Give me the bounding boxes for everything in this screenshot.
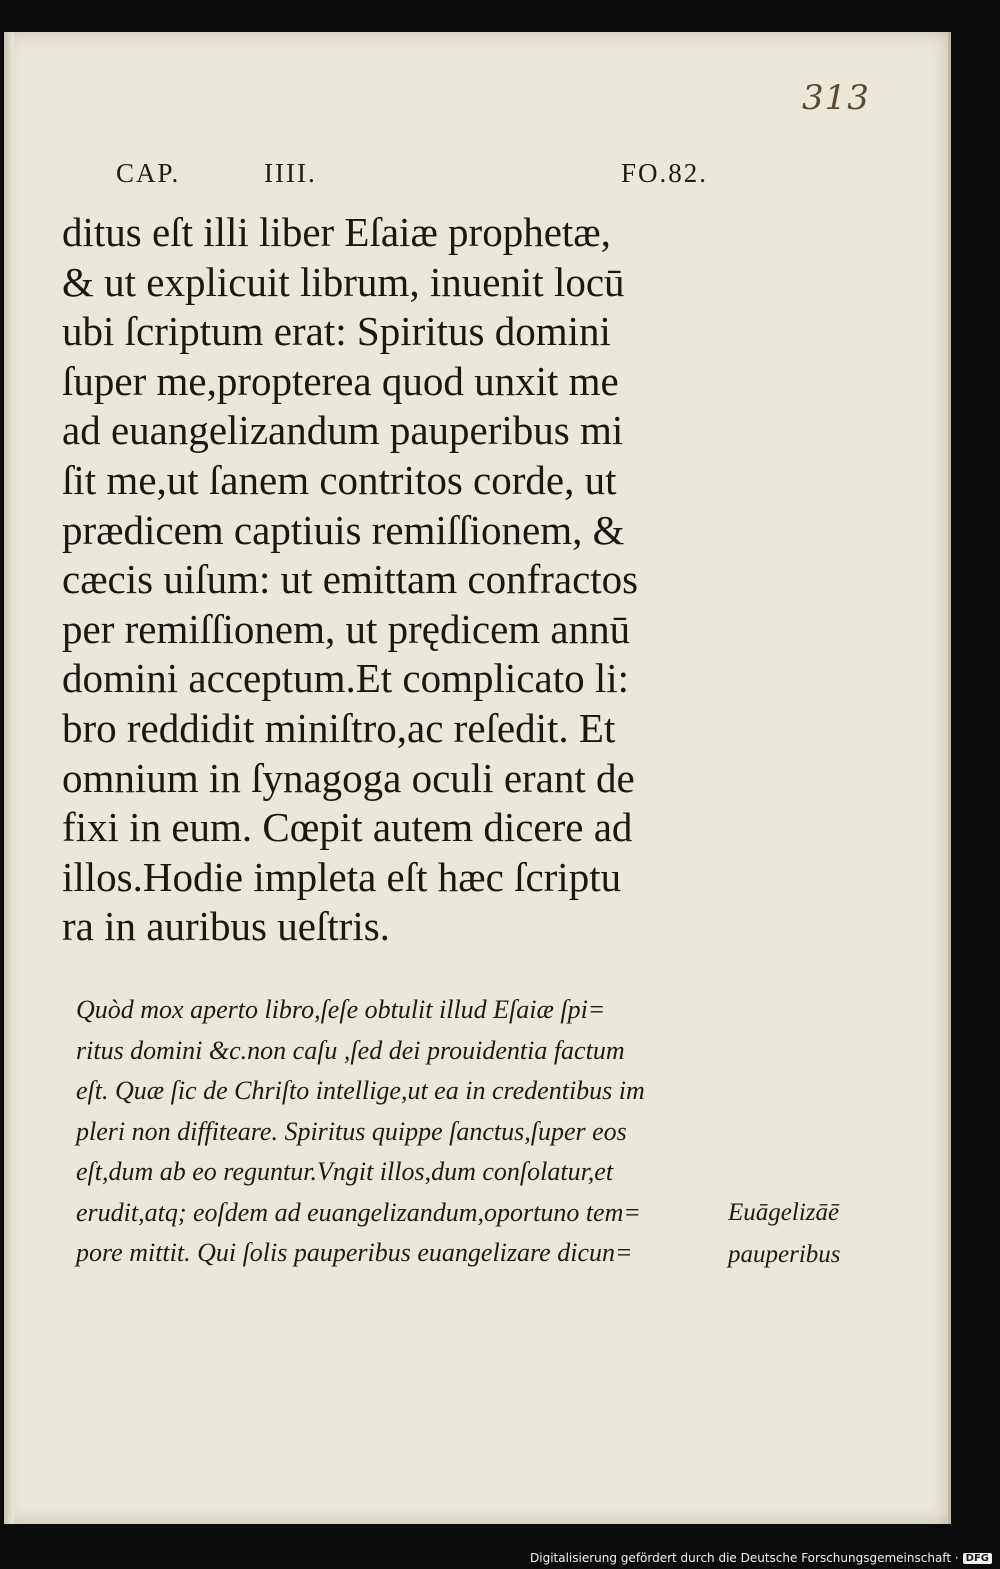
main-text-line: illos.Hodie impleta eſt hæc ſcriptu — [62, 853, 622, 900]
margin-note-line: pauperibus — [728, 1241, 841, 1268]
commentary-line: ritus domini &c.non caſu ,ſed dei prouidentia factum — [76, 1035, 625, 1065]
main-text-line: ubi ſcriptum erat: Spiritus domini — [62, 308, 611, 355]
main-text-line: & ut explicuit librum, inuenit locū — [62, 258, 625, 305]
main-text-line: bro reddidit miniſtro,ac reſedit. Et — [62, 704, 616, 751]
main-text-line: fixi in eum. Cœpit autem dicere ad — [62, 804, 633, 851]
commentary-line: eſt. Quæ ſic de Chriſto intellige,ut ea in credentibus im — [76, 1076, 645, 1105]
funding-credit: Digitalisierung gefördert durch die Deutsche Forschungsgemeinschaft · — [530, 1551, 959, 1565]
main-text-line: omnium in ſynagoga oculi erant de — [62, 754, 635, 801]
dfg-logo: DFG — [963, 1553, 992, 1564]
main-text-line: cæcis uiſum: ut emittam confractos — [62, 556, 639, 603]
commentary-line: pleri non diffiteare. Spiritus quippe ſanctus,ſuper eos — [76, 1116, 627, 1146]
main-text-line: ra in auribus ueſtris. — [62, 903, 390, 950]
page-gutter — [4, 32, 14, 1524]
running-head — [116, 158, 708, 198]
book-page — [4, 32, 951, 1524]
margin-note-line: Euāgelizāē — [728, 1199, 840, 1226]
main-text-line: domini acceptum.Et complicato li: — [62, 655, 630, 702]
main-text-block — [62, 208, 722, 952]
handwritten-folio-number: 313 — [802, 78, 870, 118]
digitization-footer — [530, 1551, 992, 1565]
main-text-line: ditus eſt illi liber Eſaiæ prophetæ, — [62, 209, 611, 255]
commentary-line: Quòd mox aperto libro,ſeſe obtulit illud Eſaiæ ſpi= — [76, 995, 606, 1024]
commentary-block — [76, 990, 736, 1274]
main-text-line: per remiſſionem, ut prędicem annū — [62, 605, 631, 652]
main-text-line: prædicem captiuis remiſſionem, & — [62, 506, 625, 553]
main-text-line: ad euangelizandum pauperibus mi — [62, 407, 624, 454]
chapter-label: CAP. — [116, 158, 181, 188]
main-text-line: ſit me,ut ſanem contritos corde, ut — [62, 456, 617, 503]
chapter-number: IIII. — [264, 158, 317, 188]
folio-number: FO.82. — [620, 158, 708, 188]
margin-note — [728, 1192, 878, 1276]
commentary-line: pore mittit. Qui ſolis pauperibus euangelizare dicun= — [76, 1238, 633, 1267]
main-text-line: ſuper me,propterea quod unxit me — [62, 357, 619, 404]
commentary-line: eſt,dum ab eo reguntur.Vngit illos,dum conſolatur,et — [76, 1157, 614, 1186]
commentary-line: erudit,atq; eoſdem ad euangelizandum,oportuno tem= — [76, 1197, 641, 1227]
